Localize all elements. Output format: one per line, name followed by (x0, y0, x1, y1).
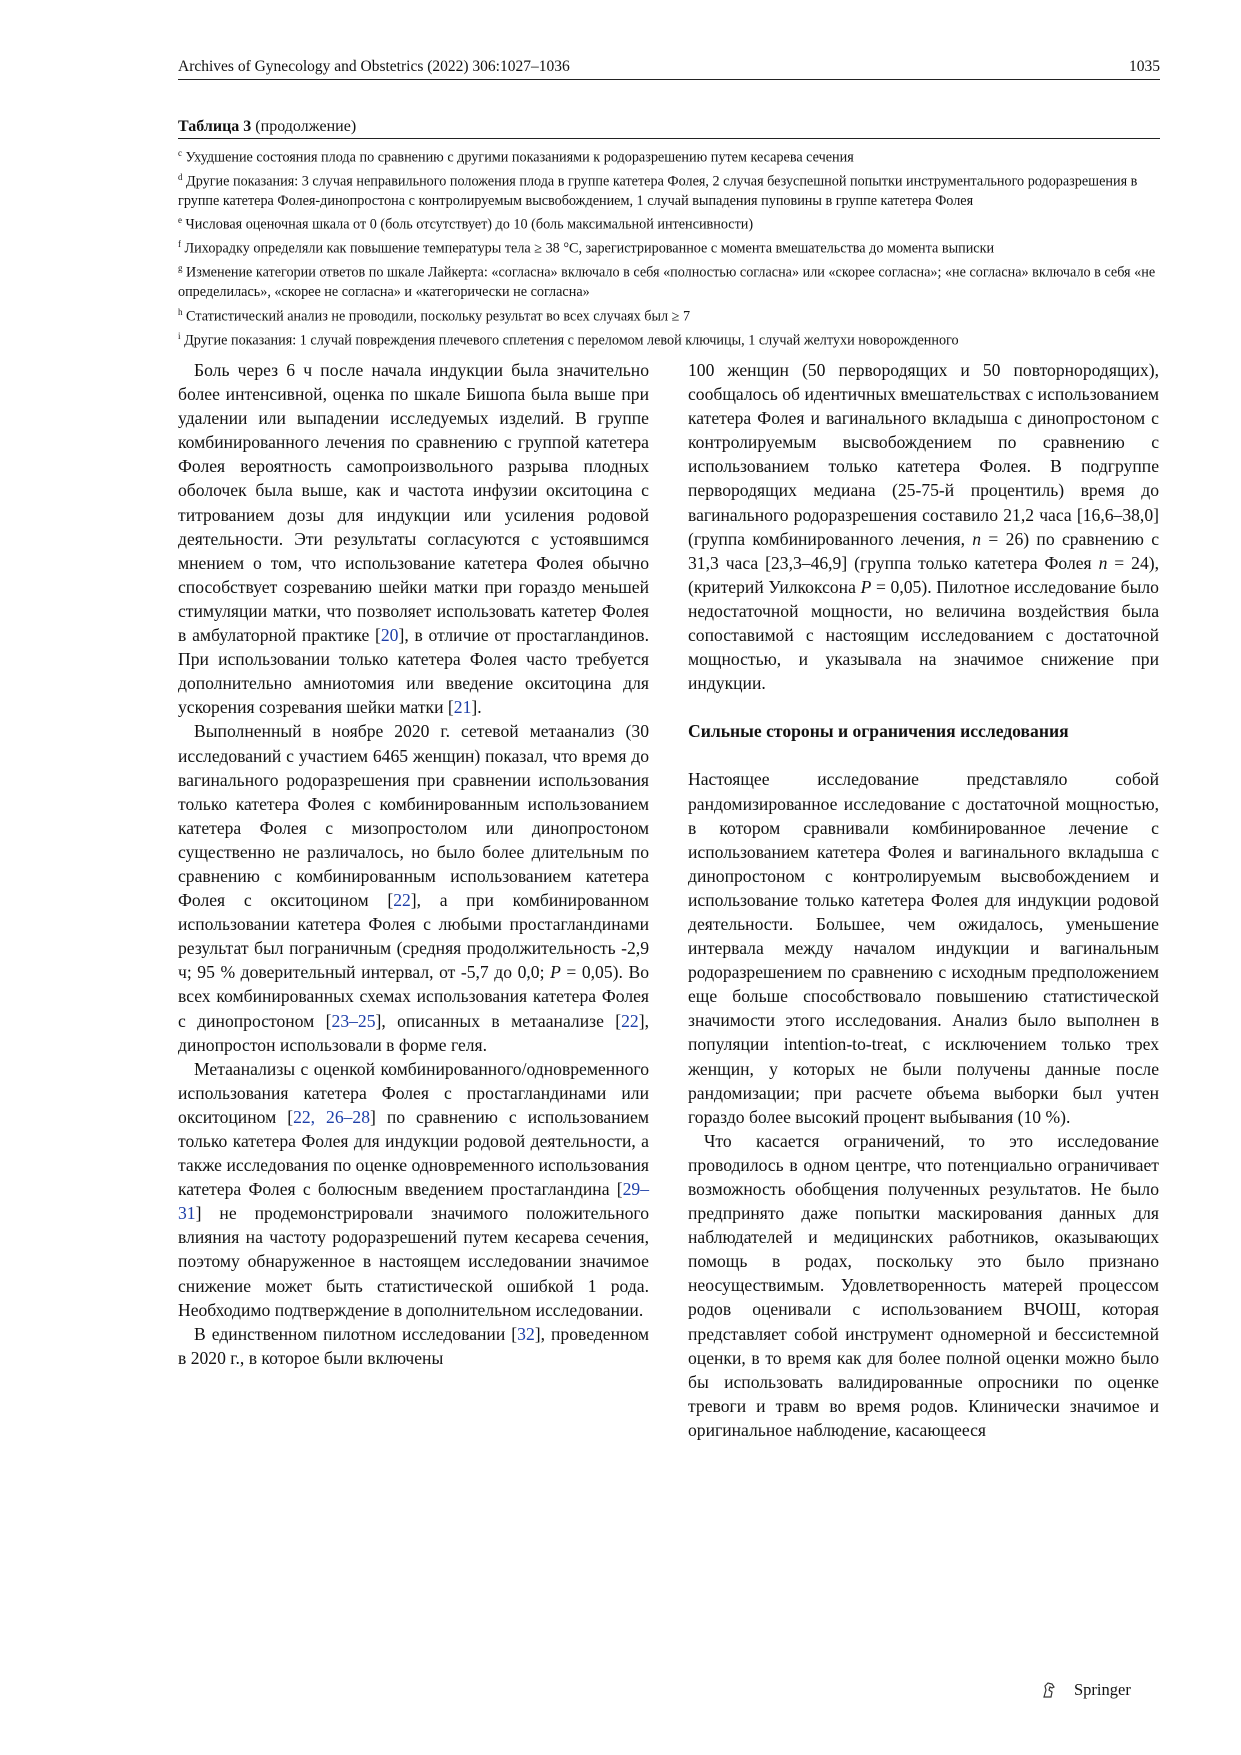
left-column (178, 358, 649, 1370)
footnote: $^i$ Другие показания: 1 случай повреждения плечевого сплетения с переломом левой ключицы, 1 случай желтухи новорожденного (178, 330, 959, 349)
paragraph: Выполненный в ноябре 2020 г. сетевой метаанализ (30 исследований с участием 6465 женщин) показал, что время до вагинального родоразрешения при сравнении использования только катетера Фолея с комбинированным использованием катетера Фолея с мизопростолом или динопростоном существенно не различалось, но было более длительным по сравнению с комбинированным использованием катетера Фолея с окситоцином [22], а при комбинированном использовании катетера Фолея с любыми простагландинами результат был пограничным (средняя продолжительность -2,9 ч; 95 % доверительный интервал, от -5,7 до 0,0; P = 0,05). Во всех комбинированных схемах использования катетера Фолея с динопростоном [23–25], описанных в метаанализе [22], динопростон использовали в форме геля. (178, 721, 650, 1055)
table-footnotes (178, 144, 1160, 351)
citation-link[interactable]: 21 (453, 697, 472, 718)
citation-link[interactable]: 29–31 (178, 1179, 649, 1224)
running-header (178, 58, 1160, 80)
citation-link[interactable]: 22, 26–28 (293, 1106, 371, 1127)
table-caption-rest: (продолжение) (251, 118, 357, 135)
footnote: $^f$ Лихорадку определяли как повышение температуры тела ≥ 38 °C, зарегистрированное с момента вмешательства до момента выписки (178, 239, 995, 258)
paragraph: Боль через 6 ч после начала индукции была значительно более интенсивной, оценка по шкале Бишопа была выше при удалении или выпадении исследуемых изделий. В группе комбинированного лечения по сравнению с группой катетера Фолея вероятность самопроизвольного разрыва плодных оболочек была выше, как и частота инфузии окситоцина с титрованием дозы для индукции или усиления родовой деятельности. Эти результаты согласуются с устоявшимся мнением о том, что использование катетера Фолея обычно способствует созреванию шейки матки при гораздо меньшей стимуляции матки, что позволяет использовать катетер Фолея в амбулаторной практике [20], в отличие от простагландинов. При использовании только катетера Фолея часто требуется дополнительно амниотомия или введение окситоцина для ускорения созревания шейки матки [21]. (178, 360, 649, 718)
paragraph: Что касается ограничений, то это исследование проводилось в одном центре, что потенциально ограничивает возможность обобщения полученных результатов. Не было предпринято даже попытки маскирования данных для наблюдателей и медицинских работников, оказывающих помощь в родах, поскольку это было признано неосуществимым. Удовлетворенность матерей процессом родов оценивали с использованием ВЧОШ, которая представляет собой инструмент одномерной и бессистемной оценки, в то время как для более полной оценки можно было бы использовать валидированные опросники по оценке тревоги и травм во время родов. Клинически значимое и оригинальное наблюдение, касающееся (688, 1130, 1159, 1440)
citation-link[interactable]: 22 (393, 890, 411, 911)
paragraph: Метаанализы с оценкой комбинированного/одновременного использования катетера Фолея с простагландинами или окситоцином [22, 26–28] по сравнению с использованием только катетера Фолея для индукции родовой деятельности, а также исследования по оценке одновременного использования катетера Фолея с болюсным введением простагландина [29–31] не продемонстрировали значимого положительного влияния на частоту родоразрешений путем кесарева сечения, поэтому обнаруженное в настоящем исследовании значимое снижение может быть статистической ошибкой 1 рода. Необходимо подтверждение в дополнительном исследовании. (178, 1058, 650, 1320)
footnote: $^g$ Изменение категории ответов по шкале Лайкерта: «согласна» включало в себя «полностью согласна» или «скорее согласна»; «не согласна» включало в себя «не определилась», «скорее не согласна» и «категорически не согласна» (178, 263, 1156, 301)
publisher-name: Springer (1074, 1680, 1131, 1699)
citation-link[interactable]: 20 (380, 625, 399, 646)
right-column (688, 358, 1159, 1442)
table-label: Таблица 3 (178, 118, 252, 135)
footnote: $^h$ Статистический анализ не проводили, поскольку результат во всех случаях был ≥ 7 (178, 306, 691, 325)
paragraph: Настоящее исследование представляло собой рандомизированное исследование с достаточной мощностью, в котором сравнивали комбинированное лечение с использованием катетера Фолея и вагинального вкладыша с динопростоном с контролируемым высвобождением и использование только катетера Фолея для индукции родовой деятельности. Большее, чем ожидалось, уменьшение интервала между началом индукции и вагинальным родоразрешением по сравнению с исходным предположением еще больше способствовало повышению статистической значимости этого исследования. Анализ было выполнен в популяции intention-to-treat, с исключением только трех женщин, у которых не были получены данные после рандомизации; при расчете объема выборки был учтен гораздо более высокий процент выбывания (10 %). (688, 769, 1159, 1127)
journal-citation: Archives of Gynecology and Obstetrics (2022) 306:1027–1036 (178, 58, 570, 75)
footnote: $^d$ Другие показания: 3 случая неправильного положения плода в группе катетера Фолея, 2 случая безуспешной попытки инструментального родоразрешения в группе катетера Фолея-динопростона с контролируемым высвобождением, 1 случай выпадения пуповины в группе катетера Фолея (178, 172, 1138, 210)
table-caption (178, 118, 1160, 139)
paragraph: 100 женщин (50 первородящих и 50 повторнородящих), сообщалось об идентичных вмешательствах с использованием катетера Фолея и вагинального вкладыша с динопростоном с контролируемым высвобождением по сравнению с использованием только катетера Фолея. В подгруппе первородящих медиана (25-75-й процентиль) время до вагинального родоразрешения составило 21,2 часа [16,6–38,0] (группа комбинированного лечения, n = 26) по сравнению с 31,3 часа [23,3–46,9] (группа только катетера Фолея n = 24), (критерий Уилкоксона P = 0,05). Пилотное исследование было недостаточной мощности, но величина воздействия была сопоставимой с настоящим исследованием с достаточной мощностью, и указывала на значимое снижение при индукции. (688, 360, 1160, 694)
springer-horse-icon (1040, 1680, 1060, 1700)
paragraph: В единственном пилотном исследовании [32], проведенном в 2020 г., в которое были включены (178, 1323, 649, 1368)
page-number: 1035 (1129, 58, 1160, 75)
footnote: $^c$ Ухудшение состояния плода по сравнению с другими показаниями к родоразрешению путем кесарева сечения (178, 148, 854, 166)
footnote: $^e$ Числовая оценочная шкала от 0 (боль отсутствует) до 10 (боль максимальной интенсивности) (178, 215, 754, 234)
citation-link[interactable]: 23–25 (331, 1010, 376, 1031)
section-heading: Сильные стороны и ограничения исследования (688, 721, 1069, 742)
citation-link[interactable]: 32 (517, 1323, 535, 1344)
publisher-footer (1040, 1680, 1131, 1700)
citation-link[interactable]: 22 (621, 1010, 639, 1031)
